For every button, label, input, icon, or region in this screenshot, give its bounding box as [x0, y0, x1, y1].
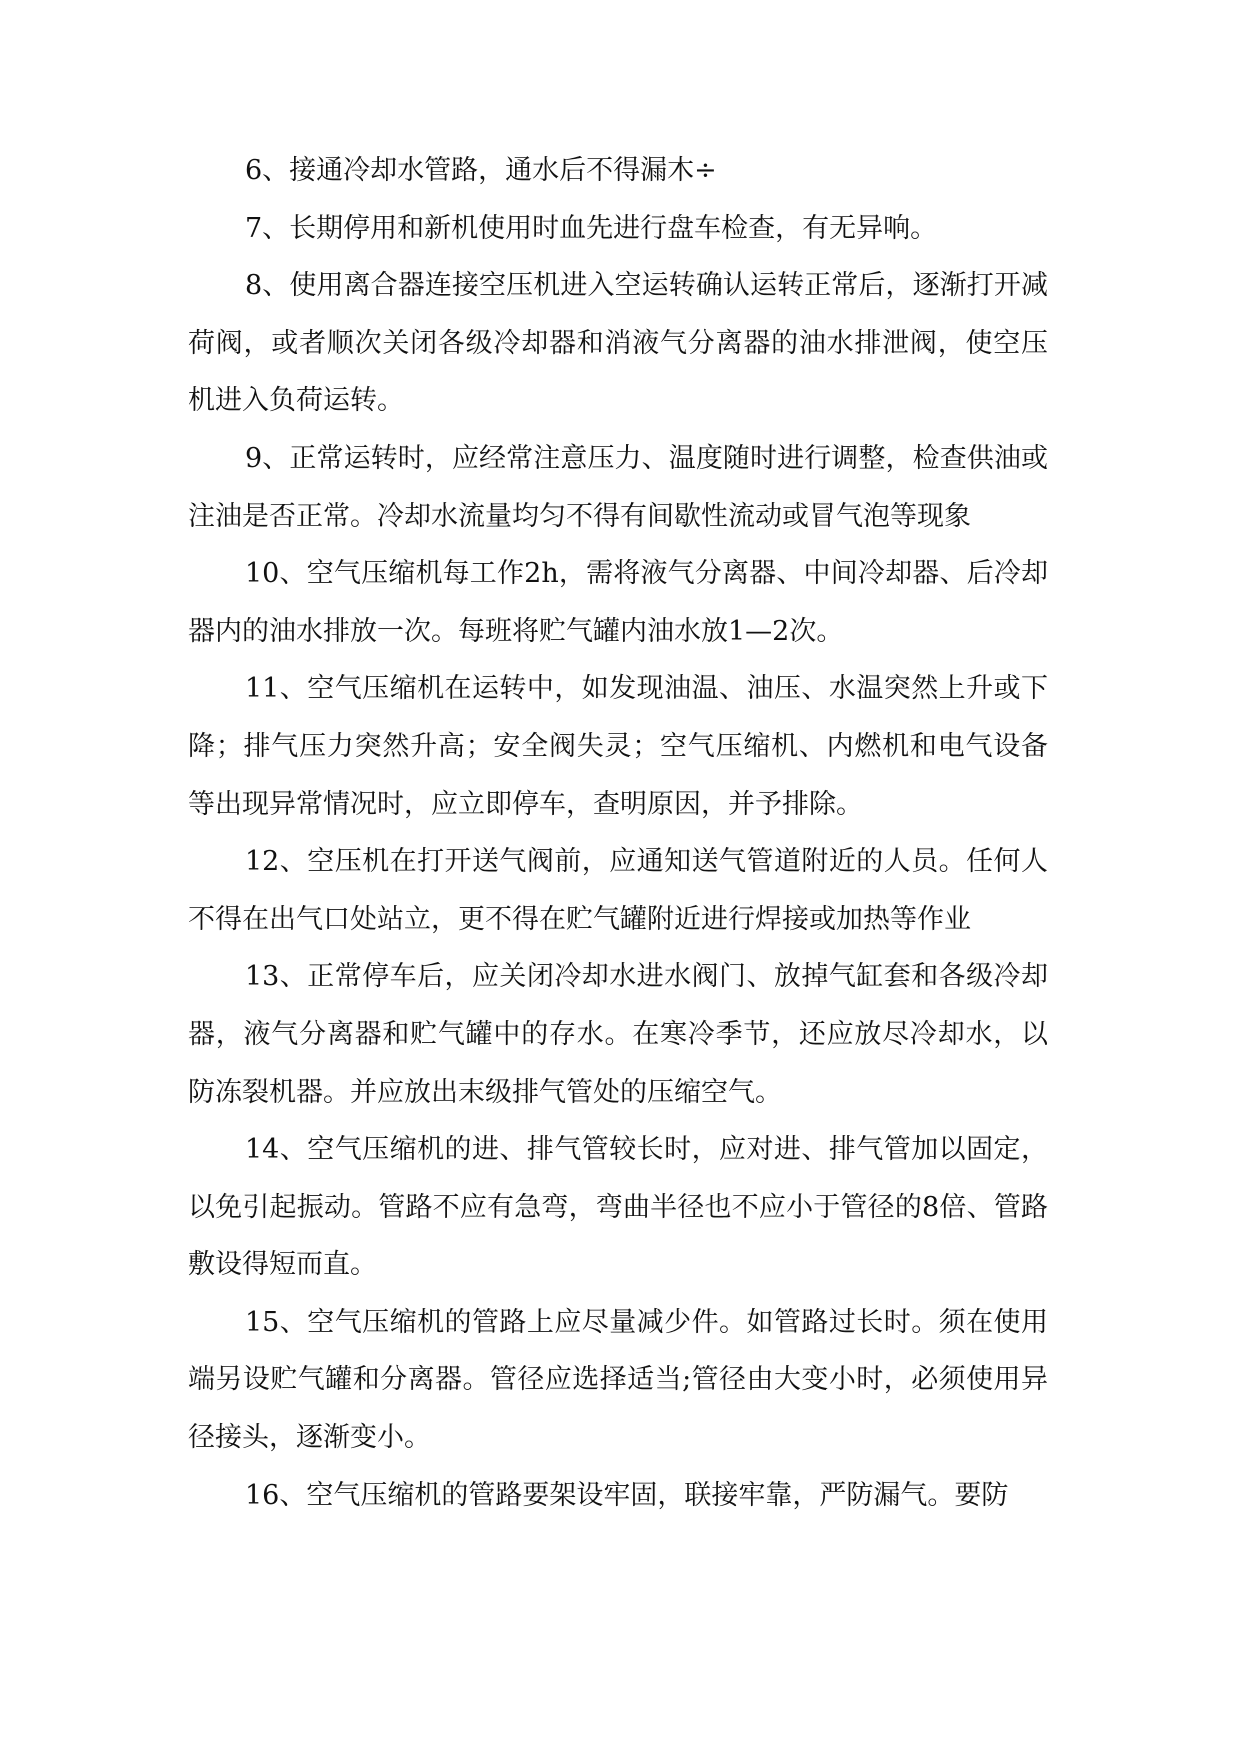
paragraph-item-8: 8、使用离合器连接空压机进入空运转确认运转正常后，逐渐打开减荷阀，或者顺次关闭各级冷却器和消液气分离器的油水排泄阀，使空压机进入负荷运转。	[188, 270, 1048, 417]
paragraph-item-9: 9、正常运转时，应经常注意压力、温度随时进行调整，检查供油或注油是否正常。冷却水流量均匀不得有间歇性流动或冒气泡等现象	[188, 442, 1048, 532]
paragraph-item-6: 6、接通冷却水管路，通水后不得漏木÷	[245, 155, 717, 186]
paragraph-item-11: 11、空气压缩机在运转中，如发现油温、油压、水温突然上升或下降；排气压力突然升高；安全阀失灵；空气压缩机、内燃机和电气设备等出现异常情况时，应立即停车，查明原因，并予排除。	[188, 673, 1048, 820]
paragraph-item-15: 15、空气压缩机的管路上应尽量减少件。如管路过长时。须在使用端另设贮气罐和分离器。管径应选择适当;管径由大变小时，必须使用异径接头，逐渐变小。	[188, 1306, 1048, 1454]
paragraph-item-16: 16、空气压缩机的管路要架设牢固，联接牢靠，严防漏气。要防	[245, 1479, 1009, 1511]
paragraph-item-7: 7、长期停用和新机使用时血先进行盘车检查，有无异响。	[245, 212, 938, 244]
paragraph-item-12: 12、空压机在打开送气阀前，应通知送气管道附近的人员。任何人不得在出气口处站立，更不得在贮气罐附近进行焊接或加热等作业	[188, 846, 1048, 935]
paragraph-item-14: 14、空气压缩机的进、排气管较长时，应对进、排气管加以固定，以免引起振动。管路不应有急弯，弯曲半径也不应小于管径的8倍、管路敷设得短而直。	[188, 1134, 1048, 1281]
document-body	[188, 142, 1048, 1524]
paragraph-item-10: 10、空气压缩机每工作2h，需将液气分离器、中间冷却器、后冷却器内的油水排放一次。每班将贮气罐内油水放1—2次。	[188, 558, 1048, 647]
paragraph-item-13: 13、正常停车后，应关闭冷却水进水阀门、放掉气缸套和各级冷却器，液气分离器和贮气罐中的存水。在寒冷季节，还应放尽冷却水，以防冻裂机器。并应放出末级排气管处的压缩空气。	[188, 961, 1048, 1108]
